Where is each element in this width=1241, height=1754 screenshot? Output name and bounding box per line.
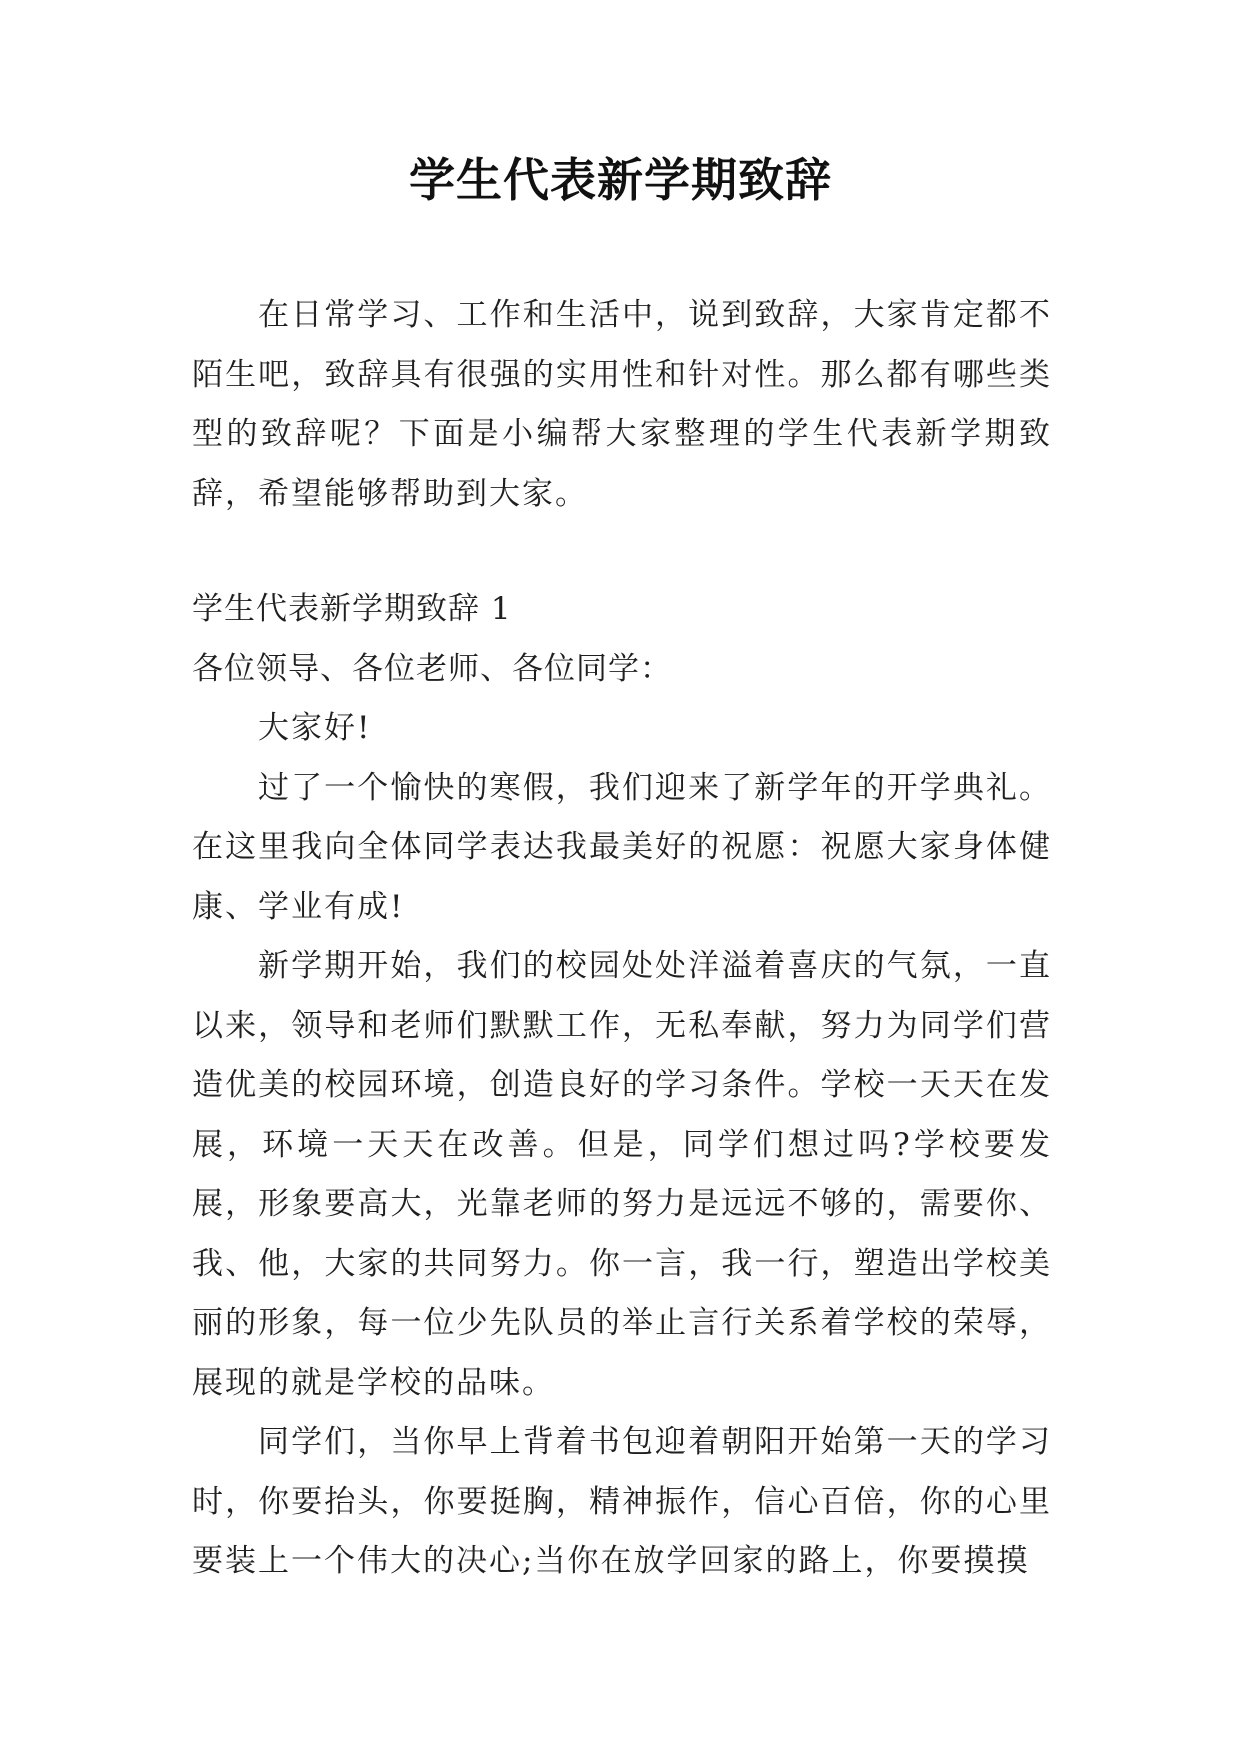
section-spacer: [192, 524, 1052, 580]
section-heading: 学生代表新学期致辞 1: [192, 591, 512, 627]
document-body: [192, 286, 1052, 1592]
greeting: 大家好!: [258, 710, 372, 746]
body-paragraph: 过了一个愉快的寒假，我们迎来了新学年的开学典礼。在这里我向全体同学表达我最美好的祝愿：祝愿大家身体健康、学业有成!: [192, 769, 1052, 925]
salutation: 各位领导、各位老师、各位同学：: [192, 650, 672, 687]
body-paragraph: 新学期开始，我们的校园处处洋溢着喜庆的气氛，一直以来，领导和老师们默默工作，无私奉献，努力为同学们营造优美的校园环境，创造良好的学习条件。学校一天天在发展，环境一天天在改善。但是，同学们想过吗?学校要发展，形象要高大，光靠老师的努力是远远不够的，需要你、我、他，大家的共同努力。你一言，我一行，塑造出学校美丽的形象，每一位少先队员的举止言行关系着学校的荣辱，展现的就是学校的品味。: [192, 948, 1052, 1401]
body-paragraph: 同学们，当你早上背着书包迎着朝阳开始第一天的学习时，你要抬头，你要挺胸，精神振作，信心百倍，你的心里要装上一个伟大的决心;当你在放学回家的路上，你要摸摸: [192, 1424, 1052, 1579]
document-title: 学生代表新学期致辞: [409, 153, 832, 207]
intro-paragraph: 在日常学习、工作和生活中，说到致辞，大家肯定都不陌生吧，致辞具有很强的实用性和针对性。那么都有哪些类型的致辞呢？下面是小编帮大家整理的学生代表新学期致辞，希望能够帮助到大家。: [192, 297, 1052, 512]
